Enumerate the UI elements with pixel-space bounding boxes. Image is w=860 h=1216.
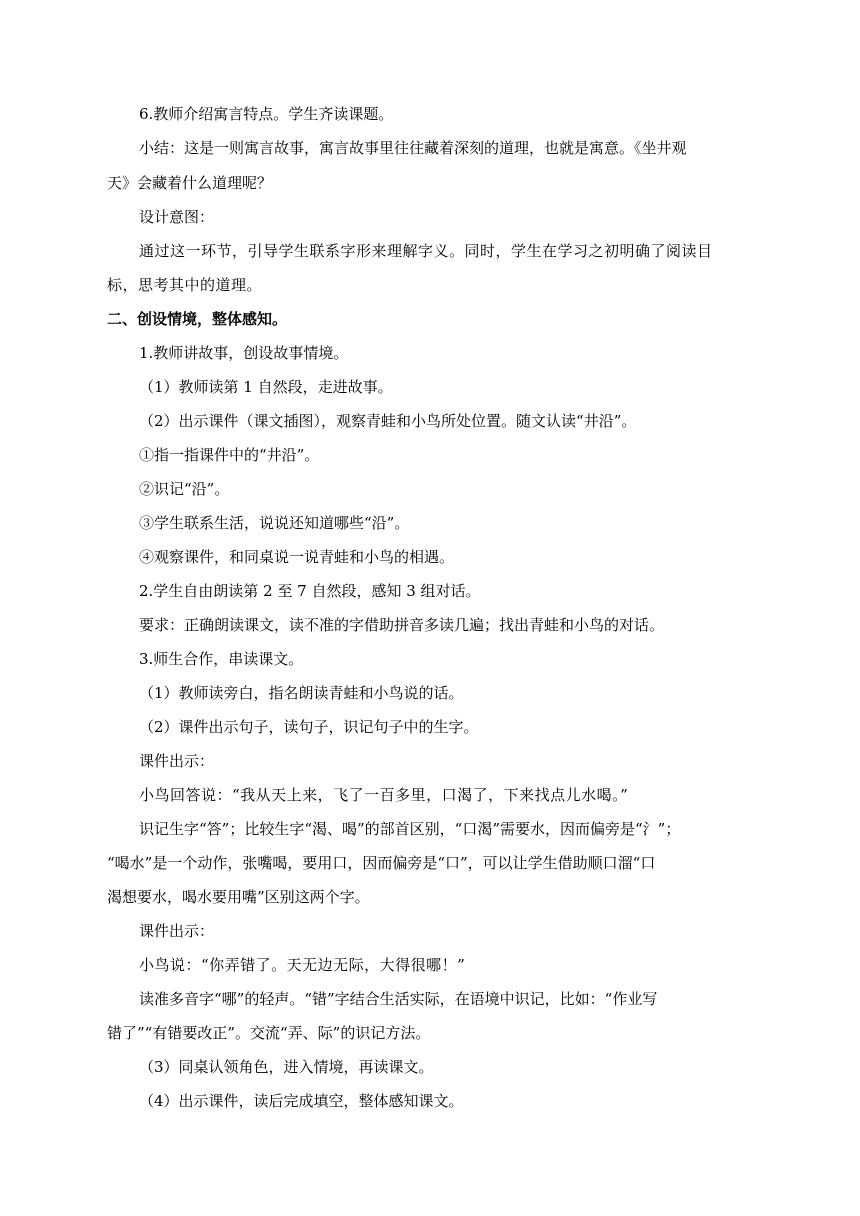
text-line: 小鸟回答说：“我从天上来，飞了一百多里，口渴了，下来找点儿水喝。” — [139, 786, 629, 804]
text-line: ③学生联系生活，说说还知道哪些“沿”。 — [139, 514, 410, 532]
text-line: 6.教师介绍寓言特点。学生齐读课题。 — [139, 105, 394, 123]
text-line: （3）同桌认领角色，进入情境，再读课文。 — [139, 1058, 434, 1076]
text-line: 通过这一环节，引导学生联系字形来理解字义。同时，学生在学习之初明确了阅读目 — [139, 242, 713, 260]
text-line: 3.师生合作，串读课文。 — [139, 650, 304, 668]
text-line: “喝水”是一个动作，张嘴喝，要用口，因而偏旁是“口”，可以让学生借助顺口溜“口 — [107, 854, 656, 872]
text-line: ①指一指课件中的“井沿”。 — [139, 446, 320, 464]
text-line: （1）教师读旁白，指名朗读青蛙和小鸟说的话。 — [139, 684, 464, 702]
text-line: 2.学生自由朗读第 2 至 7 自然段，感知 3 组对话。 — [139, 582, 481, 600]
text-line: 小结：这是一则寓言故事，寓言故事里往往藏着深刻的道理，也就是寓意。《坐井观 — [139, 139, 687, 157]
text-line: 1.教师讲故事，创设故事情境。 — [139, 344, 349, 362]
text-line: （4）出示课件，读后完成填空，整体感知课文。 — [139, 1092, 464, 1110]
text-line: 要求：正确朗读课文，读不准的字借助拼音多读几遍；找出青蛙和小鸟的对话。 — [139, 616, 665, 634]
text-line: 天》会藏着什么道理呢？ — [107, 174, 273, 192]
text-line: （1）教师读第 1 自然段，走进故事。 — [139, 378, 393, 396]
text-line: （2）课件出示句子，读句子，识记句子中的生字。 — [139, 718, 479, 736]
text-line: 读准多音字“哪”的轻声。“错”字结合生活实际，在语境中识记，比如：“作业写 — [139, 990, 658, 1008]
text-line: （2）出示课件（课文插图），观察青蛙和小鸟所处位置。随文认读“井沿”。 — [139, 412, 637, 430]
text-line: 课件出示： — [139, 922, 215, 940]
text-line: 渴想要水，喝水要用嘴”区别这两个字。 — [107, 888, 370, 906]
text-line: 设计意图： — [139, 208, 215, 226]
text-line: 识记生字“答”；比较生字“渴、喝”的部首区别，“口渴”需要水，因而偏旁是“氵”； — [139, 820, 681, 838]
text-line: ②识记“沿”。 — [139, 480, 230, 498]
text-line: 小鸟说：“你弄错了。天无边无际，大得很哪！” — [139, 956, 466, 974]
text-line: 标，思考其中的道理。 — [107, 276, 263, 294]
text-line: 课件出示： — [139, 752, 215, 770]
section-heading: 二、创设情境，整体感知。 — [107, 310, 288, 328]
text-line: 错了”“有错要改正”。交流“弄、际”的识记方法。 — [107, 1024, 431, 1042]
text-line: ④观察课件，和同桌说一说青蛙和小鸟的相遇。 — [139, 548, 455, 566]
